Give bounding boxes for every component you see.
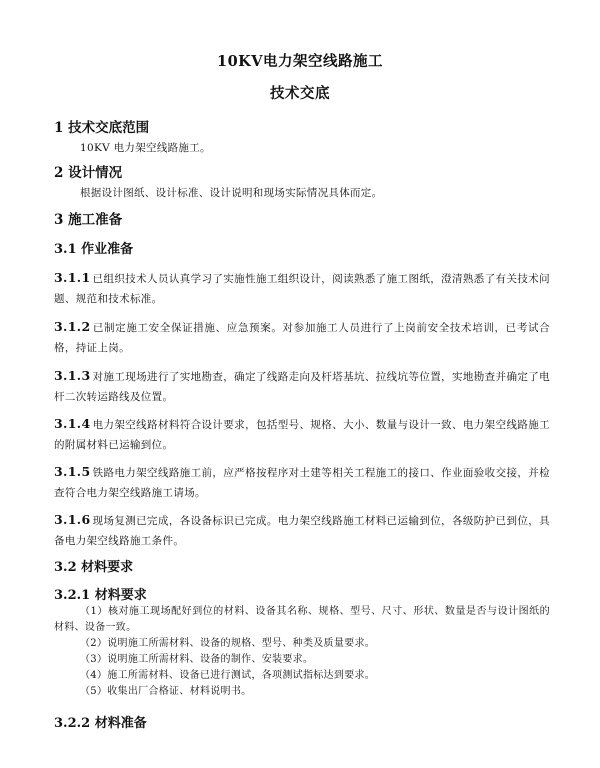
paragraph-text: 现场复测已完成，各设备标识已完成。电力架空线路施工材料已运输到位，各级防护已到位，具备电力架空线路施工条件。 [54,515,550,547]
material-requirements-list [54,604,550,700]
paragraph-number: 3.1.2 [54,319,91,334]
list-item: （2）说明施工所需材料、设备的规格、型号、种类及质量要求。 [80,638,376,649]
paragraph-3-1-4 [54,414,550,455]
list-item: （4）施工所需材料、设备已进行测试，各项测试指标达到要求。 [80,670,376,681]
paragraph-3-1-5 [54,462,550,503]
paragraph-3-1-2 [54,317,550,358]
document-title: 10KV电力架空线路施工 [216,53,384,70]
paragraph-number: 3.1.4 [54,416,91,431]
paragraph-number: 3.1.5 [54,464,91,479]
paragraph-3-1-6 [54,510,550,551]
document-subtitle: 技术交底 [270,85,330,102]
section-2-text: 根据设计图纸、设计标准、设计说明和现场实际情况具体而定。 [80,187,383,199]
paragraph-text: 电力架空线路材料符合设计要求，包括型号、规格、大小、数量与设计一致、电力架空线路施工的附属材料已运输到位。 [54,419,550,451]
section-3-1-heading: 3.1 作业准备 [54,242,134,257]
paragraph-number: 3.1.3 [54,368,91,383]
paragraph-number: 3.1.1 [54,270,91,285]
section-3-2-heading: 3.2 材料要求 [54,560,134,575]
section-3-2-1-heading: 3.2.1 材料要求 [54,588,147,603]
list-item: （5）收集出厂合格证、材料说明书。 [80,686,252,697]
paragraph-number: 3.1.6 [54,512,91,527]
section-1-text: 10KV 电力架空线路施工。 [80,142,211,154]
section-3-heading: 3 施工准备 [54,212,123,228]
section-1-heading: 1 技术交底范围 [54,120,150,136]
list-item: （1）核对施工现场配好到位的材料、设备其名称、规格、型号、尺寸、形状、数量是否与设计图纸的材料、设备一致。 [54,606,550,633]
section-3-2-2-heading: 3.2.2 材料准备 [54,716,147,731]
paragraph-text: 对施工现场进行了实地勘查，确定了线路走向及杆塔基坑、拉线坑等位置，实地勘查并确定了电杆二次转运路线及位置。 [54,371,550,403]
paragraph-3-1-3 [54,366,550,407]
paragraph-text: 已组织技术人员认真学习了实施性施工组织设计，阅读熟悉了施工图纸，澄清熟悉了有关技术问题、规范和技术标准。 [54,273,550,305]
list-item: （3）说明施工所需材料、设备的制作、安装要求。 [80,654,314,665]
section-2-heading: 2 设计情况 [54,165,123,181]
paragraph-text: 铁路电力架空线路施工前，应严格按程序对土建等相关工程施工的接口、作业面验收交接，并检查符合电力架空线路施工请场。 [54,467,550,499]
paragraph-text: 已制定施工安全保证措施、应急预案。对参加施工人员进行了上岗前安全技术培训，已考试合格，持证上岗。 [54,322,550,354]
paragraph-3-1-1 [54,268,550,309]
